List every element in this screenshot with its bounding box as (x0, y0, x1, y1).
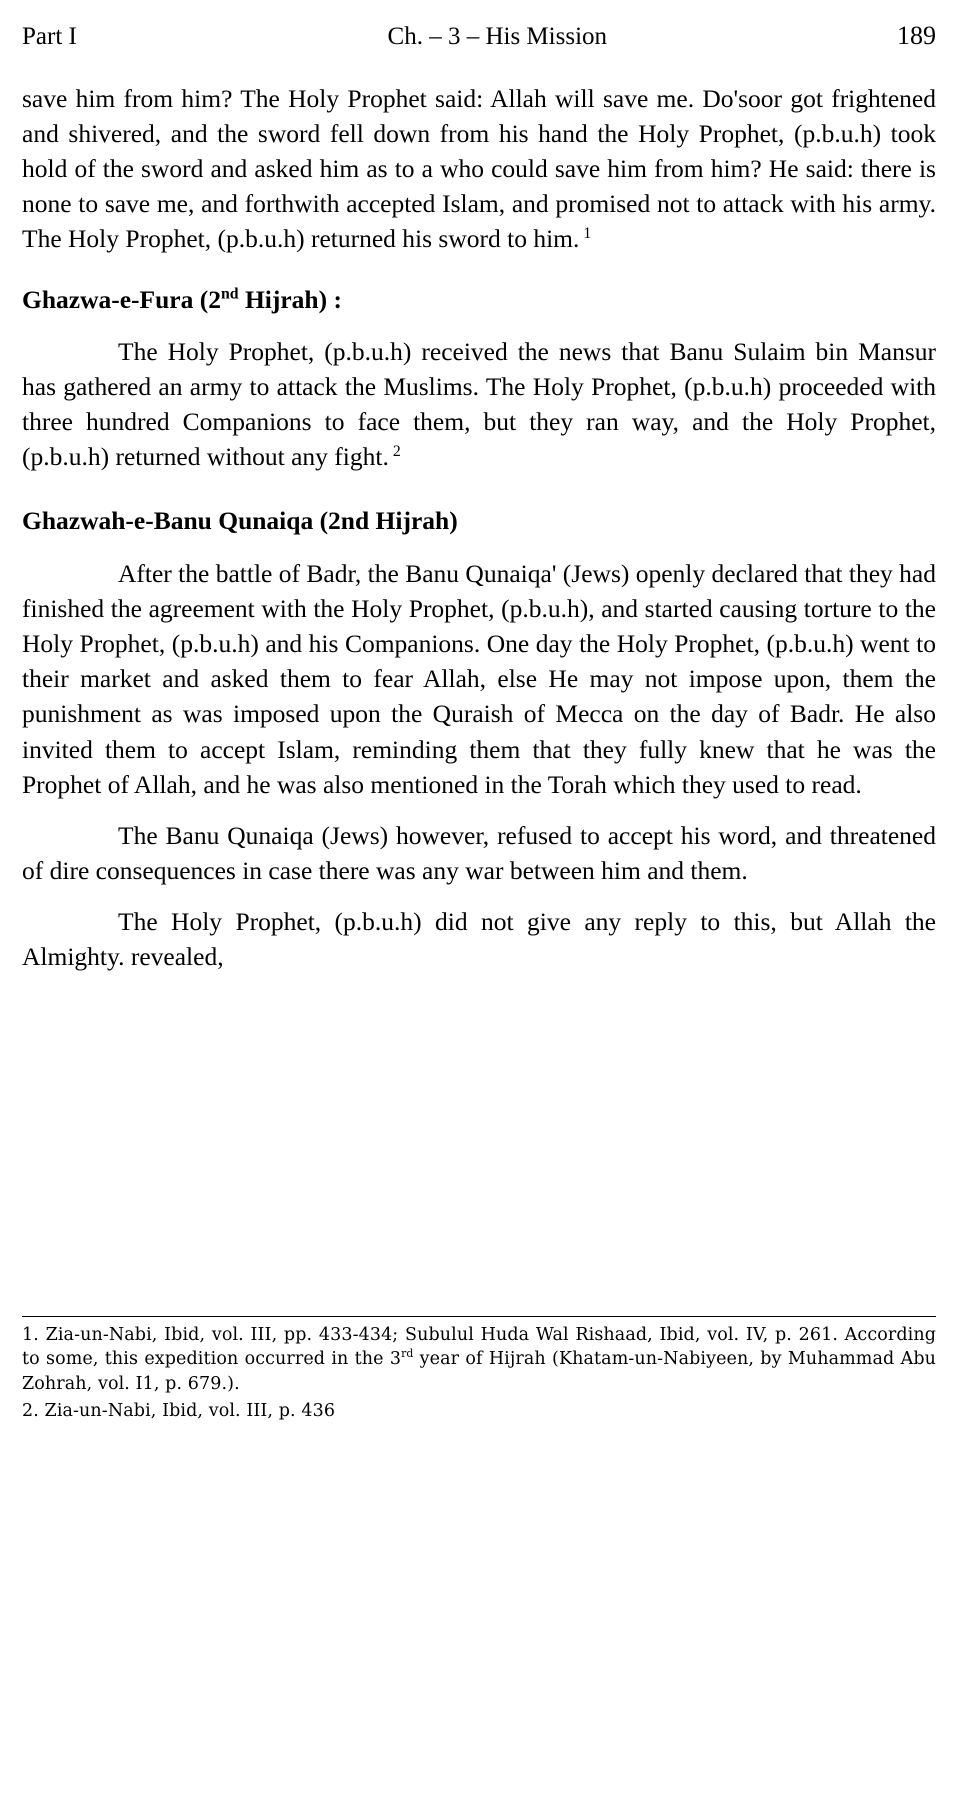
paragraph-banu-qunaiqa-1: After the battle of Badr, the Banu Qunaiqa' (Jews) openly declared that they had finished the agreement with the Holy Prophet, (p.b.u.h), and started causing torture to the Holy Prophet, (p.b.u.h) and his Companions. One day the Holy Prophet, (p.b.u.h) went to their market and asked them to fear Allah, else He may not impose upon, them the punishment as was imposed upon the Quraish of Mecca on the day of Badr. He also invited them to accept Islam, reminding them that they fully knew that he was the Prophet of Allah, and he was also mentioned in the Torah which they used to read. (22, 558, 936, 799)
paragraph-2-text: The Holy Prophet, (p.b.u.h) received the news that Banu Sulaim bin Mansur has gathered an army to attack the Muslims. The Holy Prophet, (p.b.u.h) proceeded with three hundred Companions to face them, but they ran way, and the Holy Prophet, (p.b.u.h) returned without any fight. (22, 336, 936, 472)
running-header (22, 22, 936, 51)
footnote-1 (22, 1323, 936, 1398)
footnote-1-part-2: year of Hijrah (Khatam-un-Nabiyeen, by Muhammad Abu Zohrah, vol. I1, p. 679.). (22, 1349, 936, 1395)
section-heading-ghazwa-e-fura (22, 283, 936, 316)
paragraph-banu-qunaiqa-2: The Banu Qunaiqa (Jews) however, refused to accept his word, and threatened of dire consequences in case there was any war between him and them. (22, 820, 936, 886)
header-chapter-title: Ch. – 3 – His Mission (387, 23, 608, 50)
paragraph-banu-qunaiqa-3: The Holy Prophet, (p.b.u.h) did not give any reply to this, but Allah the Almighty. revealed, (22, 907, 936, 972)
paragraph-continuation (22, 81, 936, 257)
header-part-label: Part I (22, 23, 77, 50)
subhead-1-ordinal: nd (221, 285, 239, 303)
paragraph-ghazwa-e-fura (22, 334, 936, 475)
subhead-1-rest: Hijrah) : (238, 284, 342, 314)
footnotes (22, 1316, 936, 1424)
footnote-separator (22, 1316, 936, 1317)
footnote-ref-1: 1 (583, 224, 592, 242)
footnote-1-part-1: 1. Zia-un-Nabi, Ibid, vol. III, pp. 433-434; Subulul Huda Wal Rishaad, Ibid, vol. IV, p. 261. According to some, this expedition occurred in the 3 (22, 1324, 936, 1370)
subhead-1-main: Ghazwa-e-Fura (2 (22, 284, 221, 314)
footnote-2: 2. Zia-un-Nabi, Ibid, vol. III, p. 436 (22, 1401, 336, 1422)
page-number: 189 (897, 21, 936, 50)
footnote-1-ordinal: rd (401, 1347, 414, 1361)
footnote-ref-2: 2 (392, 442, 401, 460)
paragraph-1-text: save him from him? The Holy Prophet said: Allah will save me. Do'soor got frightened and shivered, and the sword fell down from his hand the Holy Prophet, (p.b.u.h) took hold of the sword and asked him as to a who could save him from him? He said: there is none to save me, and forthwith accepted Islam, and promised not to attack with his army. The Holy Prophet, (p.b.u.h) returned his sword to him. (22, 83, 936, 254)
section-heading-ghazwah-e-banu-qunaiqa: Ghazwah-e-Banu Qunaiqa (2nd Hijrah) (22, 506, 458, 536)
